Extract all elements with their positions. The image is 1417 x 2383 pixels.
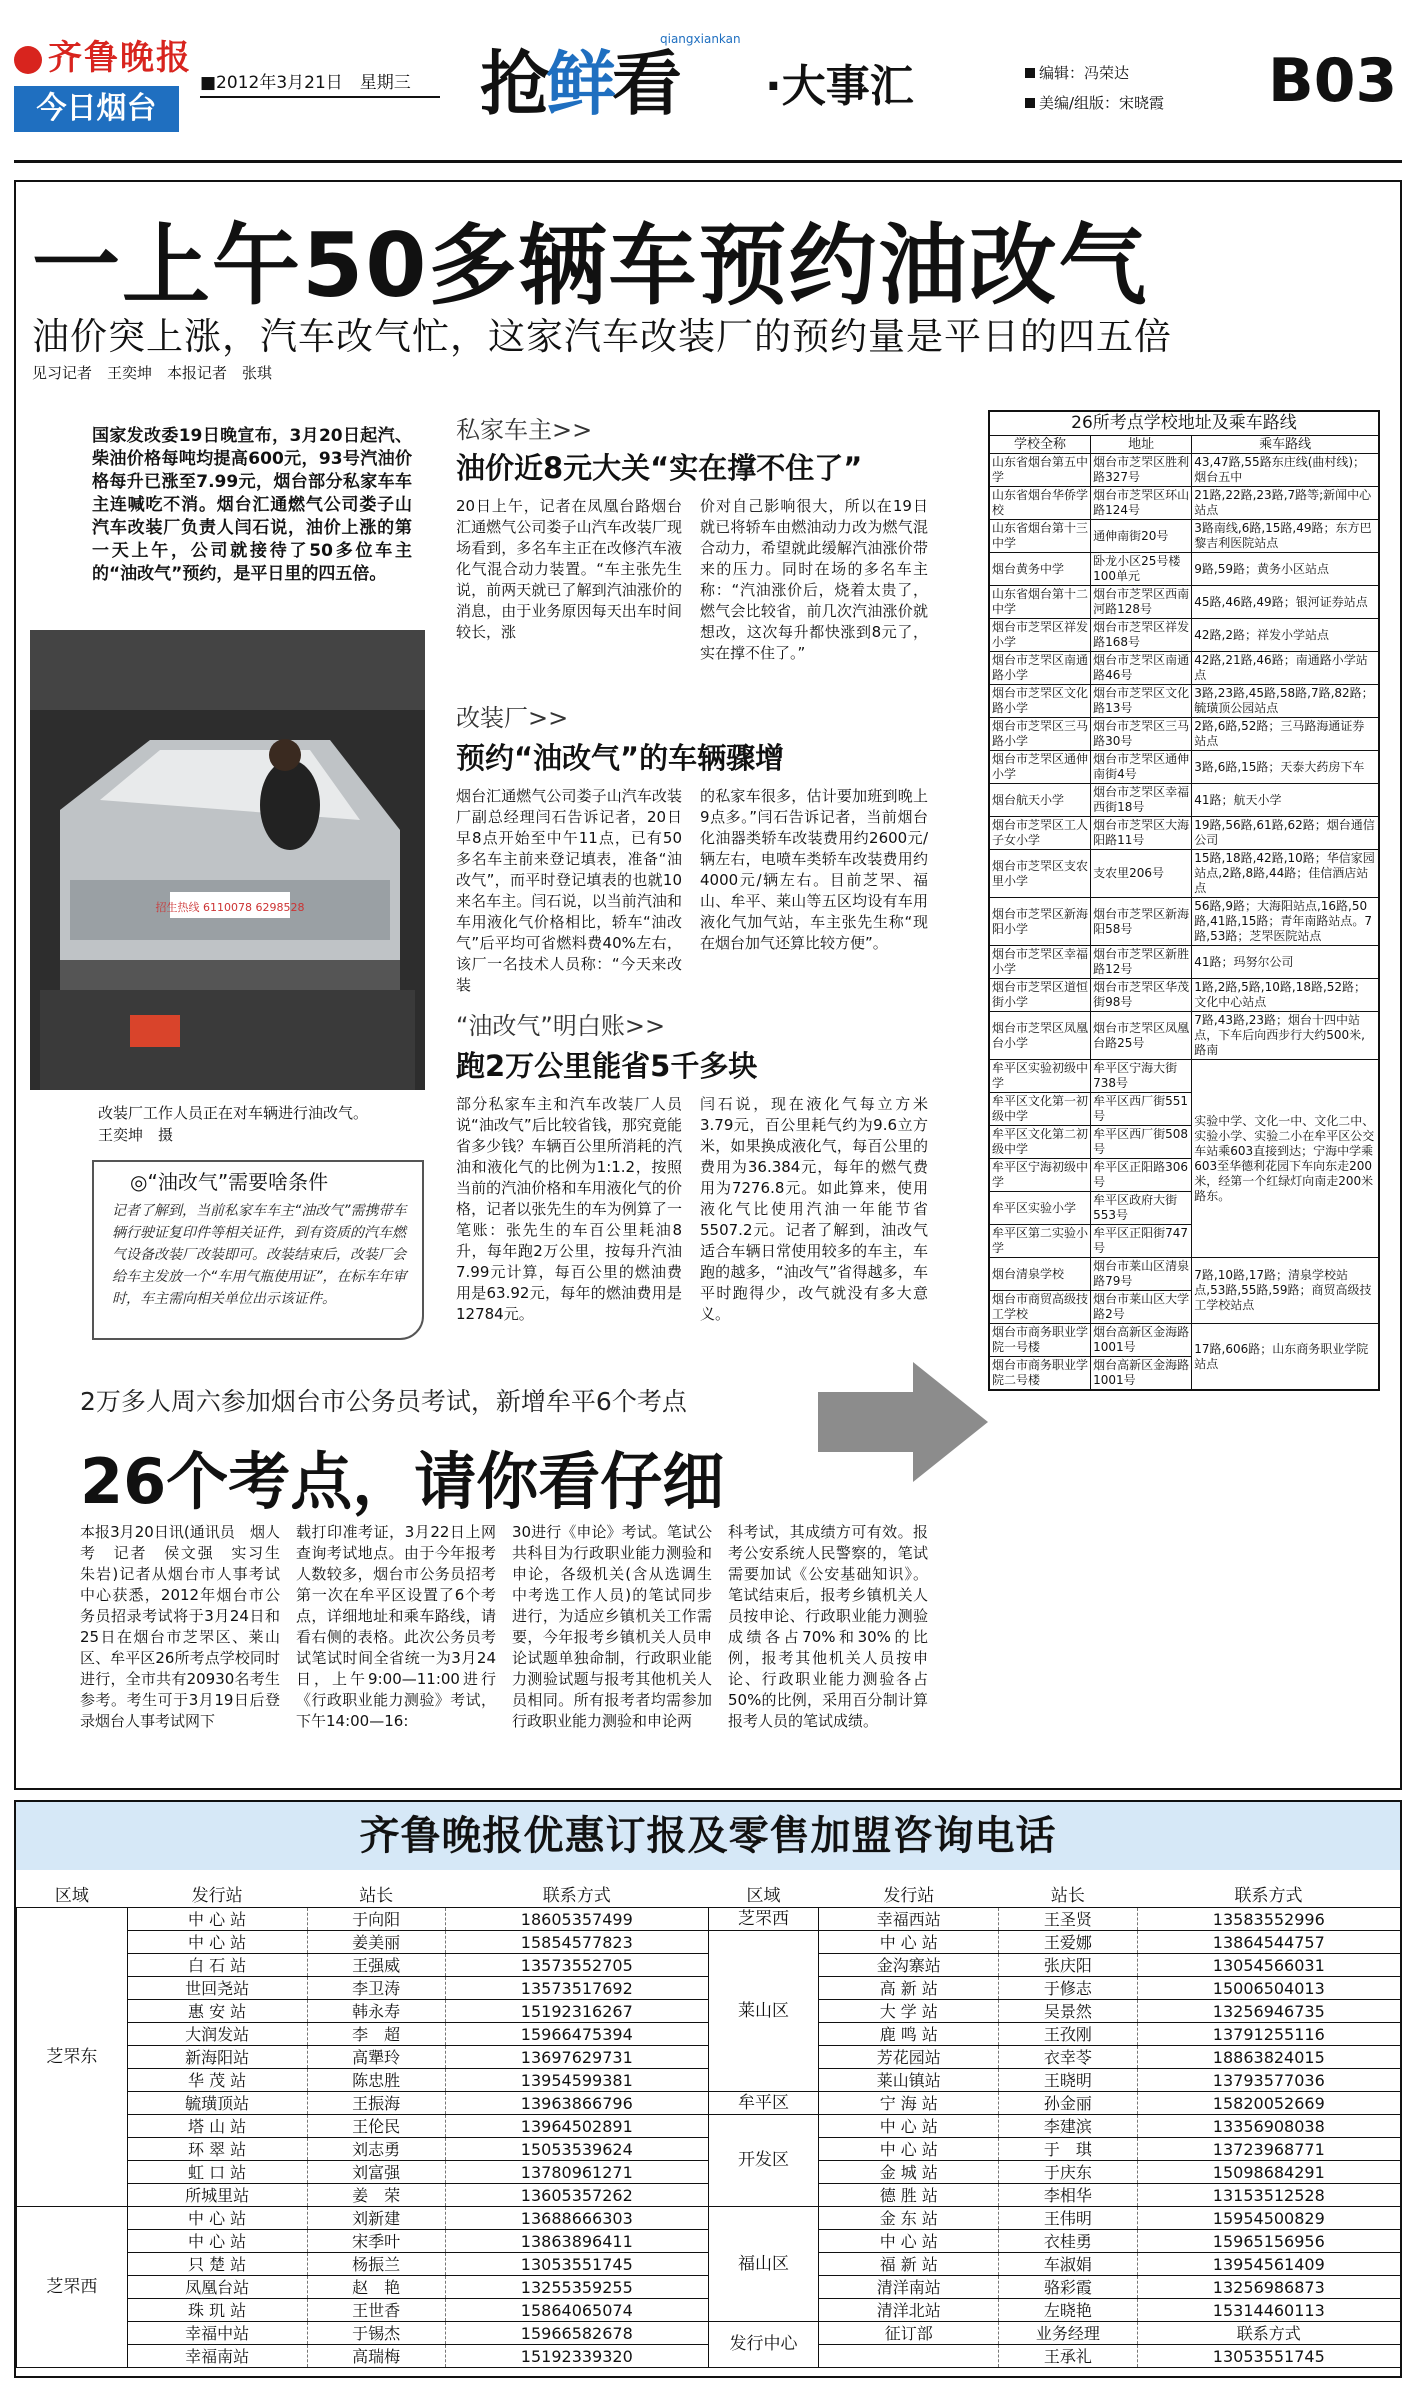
table-cell: 烟台市芝罘区胜利路327号 <box>1091 454 1192 487</box>
station-phone: 13256986873 <box>1137 2276 1400 2299</box>
table-cell: 牟平区文化第二初级中学 <box>990 1126 1091 1159</box>
station-phone: 13864544757 <box>1137 1931 1400 1954</box>
lead-paragraph: 国家发改委19日晚宣布，3月20日起汽、柴油价格每吨均提高600元，93号汽油价格每升已涨至7.99元，烟台部分私家车车主连喊吃不消。烟台汇通燃气公司娄子山汽车改装厂负责人闫石说，油价上涨的第一天上午，公司就接待了50多位车主的“油改气”预约，是平日里的四五倍。 <box>92 426 412 584</box>
contacts-header: 联系方式 <box>445 1880 708 1908</box>
editor-credits: 编辑：冯荣达 美编/组版：宋晓霞 <box>1025 58 1164 118</box>
station-manager: 业务经理 <box>999 2322 1137 2345</box>
station-phone: 18605357499 <box>445 1908 708 1931</box>
station-phone: 13153512528 <box>1137 2184 1400 2207</box>
news-photo <box>30 630 425 1090</box>
table-cell: 9路,59路；黄务小区站点 <box>1192 553 1379 586</box>
contacts-row <box>17 2092 1401 2115</box>
contacts-header: 区域 <box>17 1880 128 1908</box>
conditions-text: 记者了解到，当前私家车车主“油改气”需携带车辆行驶证复印件等相关证件，到有资质的汽车燃气设备改装厂改装即可。改装结束后，改装厂会给车主发放一个“车用气瓶使用证”，在标车年审时，车主需向相关单位出示该证件。 <box>112 1203 407 1307</box>
exam-col1: 本报3月20日讯(通讯员 烟人考 记者 侯文强 实习生 朱岩)记者从烟台市人事考试中心获悉，2012年烟台市公务员招录考试将于3月24日和25日在烟台市芝罘区、莱山区、牟平区26所考点学校同时进行，全市共有20930名考生参考。考生可于3月19日后登录烟台人事考试网下 <box>80 1523 296 1730</box>
table-row <box>990 751 1379 784</box>
photo-caption: 改装厂工作人员正在对车辆进行油改气。 王奕坤 摄 <box>98 1104 369 1144</box>
station-phone: 15966475394 <box>445 2023 708 2046</box>
table-title: 26所考点学校地址及乘车路线 <box>990 412 1379 436</box>
station-phone: 15820052669 <box>1137 2092 1400 2115</box>
masthead-rule <box>14 160 1402 163</box>
table-row <box>990 817 1379 850</box>
station-name: 珠 玑 站 <box>127 2299 307 2322</box>
contacts-row <box>17 2207 1401 2230</box>
station-phone: 13573517692 <box>445 1977 708 2000</box>
table-row <box>990 652 1379 685</box>
contacts-row <box>17 2115 1401 2138</box>
table-cell: 山东省烟台华侨学校 <box>990 487 1091 520</box>
table-row <box>990 898 1379 946</box>
station-manager: 孙金丽 <box>999 2092 1137 2115</box>
sec2-title: 预约“油改气”的车辆骤增 <box>456 741 785 775</box>
table-cell: 烟台市芝罘区凤凰台路25号 <box>1091 1012 1192 1060</box>
station-manager: 于锡杰 <box>307 2322 445 2345</box>
column-brand: 抢鲜看 <box>480 42 678 125</box>
table-cell: 牟平区宁海大街738号 <box>1091 1060 1192 1093</box>
contacts-area: 发行中心 <box>708 2322 819 2368</box>
table-cell: 42路,2路；祥发小学站点 <box>1192 619 1379 652</box>
station-name: 中 心 站 <box>127 2230 307 2253</box>
station-name: 莱山镇站 <box>819 2069 999 2092</box>
station-manager: 王晓明 <box>999 2069 1137 2092</box>
table-row <box>990 1324 1379 1357</box>
table-cell: 烟台市芝罘区通伸小学 <box>990 751 1091 784</box>
station-name: 中 心 站 <box>819 2138 999 2161</box>
table-cell: 41路；玛努尔公司 <box>1192 946 1379 979</box>
table-cell: 烟台高新区金海路1001号 <box>1091 1357 1192 1390</box>
station-name: 虹 口 站 <box>127 2161 307 2184</box>
station-manager: 王爱娜 <box>999 1931 1137 1954</box>
station-name: 幸福南站 <box>127 2345 307 2368</box>
table-cell: 烟台高新区金海路1001号 <box>1091 1324 1192 1357</box>
station-name: 惠 安 站 <box>127 2000 307 2023</box>
table-cell: 牟平区文化第一初级中学 <box>990 1093 1091 1126</box>
station-name: 中 心 站 <box>127 1908 307 1931</box>
table-cell: 烟台市芝罘区凤凰台小学 <box>990 1012 1091 1060</box>
contacts-area: 芝罘西 <box>708 1908 819 1931</box>
station-phone: 15864065074 <box>445 2299 708 2322</box>
table-row <box>990 784 1379 817</box>
table-cell: 烟台黄务中学 <box>990 553 1091 586</box>
table-cell: 通伸南街20号 <box>1091 520 1192 553</box>
table-cell: 烟台市芝罘区南通路46号 <box>1091 652 1192 685</box>
station-phone: 13573552705 <box>445 1954 708 1977</box>
station-manager: 骆彩霞 <box>999 2276 1137 2299</box>
station-manager: 高犟玲 <box>307 2046 445 2069</box>
table-cell: 牟平区实验初级中学 <box>990 1060 1091 1093</box>
station-phone: 13605357262 <box>445 2184 708 2207</box>
sec3-kicker: “油改气”明白账>> <box>456 1012 666 1040</box>
table-cell: 烟台市商贸高级技工学校 <box>990 1291 1091 1324</box>
station-name: 毓璜顶站 <box>127 2092 307 2115</box>
station-phone: 13954599381 <box>445 2069 708 2092</box>
table-cell: 41路；航天小学 <box>1192 784 1379 817</box>
station-name: 幸福中站 <box>127 2322 307 2345</box>
station-phone: 15314460113 <box>1137 2299 1400 2322</box>
station-name: 所城里站 <box>127 2184 307 2207</box>
table-cell: 烟台市芝罘区华茂街98号 <box>1091 979 1192 1012</box>
table-cell: 烟台市商务职业学院一号楼 <box>990 1324 1091 1357</box>
station-manager: 衣桂勇 <box>999 2230 1137 2253</box>
table-cell: 烟台市芝罘区新海阳58号 <box>1091 898 1192 946</box>
table-row <box>990 685 1379 718</box>
contacts-row <box>17 1931 1401 1954</box>
table-cell: 烟台市芝罘区道恒街小学 <box>990 979 1091 1012</box>
station-manager: 高瑞梅 <box>307 2345 445 2368</box>
table-cell: 牟平区实验小学 <box>990 1192 1091 1225</box>
table-row <box>990 619 1379 652</box>
station-manager: 王世香 <box>307 2299 445 2322</box>
sec1-title: 油价近8元大关“实在撑不住了” <box>456 451 863 485</box>
table-cell: 牟平区第二实验小学 <box>990 1225 1091 1258</box>
sec3-col1: 部分私家车主和汽车改装厂人员说“油改气”后比较省钱，那究竟能省多少钱？车辆百公里所消耗的汽油和液化气的比例为1:1.2，按照当前的汽油价格和车用液化气的价格，记者以张先生的车为例算了一笔账：张先生的车百公里耗油8升，每年跑2万公里，按每升汽油7.99元计算，每百公里的燃油费用是63.92元，每年的燃油费用是12784元。 <box>456 1095 682 1323</box>
table-cell: 3路南线,6路,15路,49路；东方巴黎吉利医院站点 <box>1192 520 1379 553</box>
station-manager: 王承礼 <box>999 2345 1137 2368</box>
station-phone: 18863824015 <box>1137 2046 1400 2069</box>
table-row <box>990 718 1379 751</box>
station-manager: 陈忠胜 <box>307 2069 445 2092</box>
station-name: 白 石 站 <box>127 1954 307 1977</box>
station-phone: 13256946735 <box>1137 2000 1400 2023</box>
table-cell: 烟台市芝罘区支农里小学 <box>990 850 1091 898</box>
station-manager: 衣幸苓 <box>999 2046 1137 2069</box>
table-cell: 烟台市芝罘区幸福小学 <box>990 946 1091 979</box>
table-cell: 45路,46路,49路；银河证券站点 <box>1192 586 1379 619</box>
station-manager: 王孜刚 <box>999 2023 1137 2046</box>
table-header: 学校全称 <box>990 436 1091 454</box>
station-name: 德 胜 站 <box>819 2184 999 2207</box>
table-cell: 42路,21路,46路；南通路小学站点 <box>1192 652 1379 685</box>
table-cell: 烟台市芝罘区祥发路168号 <box>1091 619 1192 652</box>
station-manager: 王伟明 <box>999 2207 1137 2230</box>
table-cell: 烟台市商务职业学院二号楼 <box>990 1357 1091 1390</box>
station-phone: 15966582678 <box>445 2322 708 2345</box>
contacts-area: 开发区 <box>708 2115 819 2207</box>
table-cell: 烟台市芝罘区大海阳路11号 <box>1091 817 1192 850</box>
station-manager: 宋季叶 <box>307 2230 445 2253</box>
table-cell: 烟台清泉学校 <box>990 1258 1091 1291</box>
station-manager: 李相华 <box>999 2184 1137 2207</box>
station-manager: 王振海 <box>307 2092 445 2115</box>
station-manager: 于向阳 <box>307 1908 445 1931</box>
station-phone: 13697629731 <box>445 2046 708 2069</box>
station-name: 宁 海 站 <box>819 2092 999 2115</box>
station-phone: 13963866796 <box>445 2092 708 2115</box>
station-phone: 13964502891 <box>445 2115 708 2138</box>
station-name: 只 楚 站 <box>127 2253 307 2276</box>
station-phone: 13053551745 <box>445 2253 708 2276</box>
station-name: 清洋南站 <box>819 2276 999 2299</box>
station-name: 中 心 站 <box>819 2115 999 2138</box>
contacts-title: 齐鲁晚报优惠订报及零售加盟咨询电话 <box>16 1802 1400 1870</box>
station-manager: 李建滨 <box>999 2115 1137 2138</box>
station-manager: 左晓艳 <box>999 2299 1137 2322</box>
exam-col3: 30进行《申论》考试。笔试公共科目为行政职业能力测验和申论，各级机关(含从选调生中考选工作人员)的笔试同步进行，为适应乡镇机关工作需要，今年报考乡镇机关人员申论试题单独命制，行政职业能力测验试题与报考其他机关人员相同。所有报考者均需参加行政职业能力测验和申论两 <box>512 1523 712 1730</box>
station-phone: 13356908038 <box>1137 2115 1400 2138</box>
station-name: 幸福西站 <box>819 1908 999 1931</box>
headline: 一上午50多辆车预约油改气 <box>32 214 1149 317</box>
table-header: 地址 <box>1091 436 1192 454</box>
table-row <box>990 586 1379 619</box>
table-cell: 烟台市芝罘区新胜路12号 <box>1091 946 1192 979</box>
table-row <box>990 946 1379 979</box>
station-name: 中 心 站 <box>127 1931 307 1954</box>
table-cell: 烟台市莱山区大学路2号 <box>1091 1291 1192 1324</box>
bullet-icon: ◎ <box>130 1170 148 1194</box>
station-name: 芳花园站 <box>819 2046 999 2069</box>
station-phone: 15098684291 <box>1137 2161 1400 2184</box>
brand-name: 齐鲁晚报 <box>48 38 192 78</box>
table-cell: 烟台市芝罘区三马路小学 <box>990 718 1091 751</box>
svg-text:招生热线 6110078 6298528: 招生热线 6110078 6298528 <box>155 901 305 914</box>
station-phone: 13255359255 <box>445 2276 708 2299</box>
table-cell: 烟台航天小学 <box>990 784 1091 817</box>
table-cell: 烟台市芝罘区通伸南街4号 <box>1091 751 1192 784</box>
station-name: 征订部 <box>819 2322 999 2345</box>
station-phone: 13793577036 <box>1137 2069 1400 2092</box>
station-manager: 车淑娟 <box>999 2253 1137 2276</box>
station-name: 塔 山 站 <box>127 2115 307 2138</box>
table-row <box>990 850 1379 898</box>
station-manager: 杨振兰 <box>307 2253 445 2276</box>
station-phone: 13780961271 <box>445 2161 708 2184</box>
table-row <box>990 454 1379 487</box>
table-cell: 7路,43路,23路；烟台十四中站点，下车后向西步行大约500米,路南 <box>1192 1012 1379 1060</box>
station-name: 大 学 站 <box>819 2000 999 2023</box>
contacts-header: 区域 <box>708 1880 819 1908</box>
table-row <box>990 553 1379 586</box>
edition-badge: 今日烟台 <box>14 86 179 132</box>
station-name: 金 城 站 <box>819 2161 999 2184</box>
contacts-area: 莱山区 <box>708 1931 819 2092</box>
table-cell: 牟平区西厂街508号 <box>1091 1126 1192 1159</box>
exam-col4: 科考试，其成绩方可有效。报考公安系统人民警察的，笔试需要加试《公安基础知识》。笔试结束后，报考乡镇机关人员按申论、行政职业能力测验成绩各占70%和30%的比例，报考其他机关人员按申论、行政职业能力测验各占50%的比例，采用百分制计算报考人员的笔试成绩。 <box>728 1523 928 1730</box>
table-cell: 牟平区正阳路306号 <box>1091 1159 1192 1192</box>
sec2-col1: 烟台汇通燃气公司娄子山汽车改装厂副总经理闫石告诉记者，20日早8点开始至中午11点，已有50多名车主前来登记填表，准备“油改气”，而平时登记填表的也就10来名车主。闫石说，以当前汽油和车用液化气价格相比，轿车“油改气”后平均可省燃料费40%左右，该厂一名技术人员称：“今天来改装 <box>456 787 682 994</box>
byline: 见习记者 王奕坤 本报记者 张琪 <box>32 364 273 382</box>
table-header: 乘车路线 <box>1192 436 1379 454</box>
contacts-row <box>17 2322 1401 2345</box>
station-manager: 王圣贤 <box>999 1908 1137 1931</box>
issue-date: ■2012年3月21日 星期三 <box>200 73 411 93</box>
table-cell: 山东省烟台第十三中学 <box>990 520 1091 553</box>
exam-col2: 载打印准考证，3月22日上网查询考试地点。由于今年报考人数较多，烟台市公务员招考第一次在牟平区设置了6个考点，详细地址和乘车路线，请看右侧的表格。此次公务员考试笔试时间全省统一为3月24日，上午9:00—11:00进行《行政职业能力测验》考试，下午14:00—16: <box>296 1523 496 1730</box>
station-name: 世回尧站 <box>127 1977 307 2000</box>
station-phone: 15053539624 <box>445 2138 708 2161</box>
station-name: 大润发站 <box>127 2023 307 2046</box>
exam-site-table <box>988 410 1380 1391</box>
table-cell: 17路,606路；山东商务职业学院站点 <box>1192 1324 1379 1390</box>
table-cell: 烟台市芝罘区南通路小学 <box>990 652 1091 685</box>
sec1-kicker: 私家车主>> <box>456 416 593 444</box>
table-row <box>990 1258 1379 1291</box>
table-cell: 烟台市芝罘区三马路30号 <box>1091 718 1192 751</box>
table-cell: 1路,2路,5路,10路,18路,52路；文化中心站点 <box>1192 979 1379 1012</box>
exam-subhead: 2万多人周六参加烟台市公务员考试，新增牟平6个考点 <box>80 1387 687 1416</box>
header-rule <box>200 96 440 98</box>
table-cell: 15路,18路,42路,10路；华信家园站点,2路,8路,44路；佳信酒店站点 <box>1192 850 1379 898</box>
station-manager: 刘富强 <box>307 2161 445 2184</box>
table-row <box>990 1060 1379 1093</box>
table-cell: 烟台市莱山区清泉路79号 <box>1091 1258 1192 1291</box>
station-phone: 15192339320 <box>445 2345 708 2368</box>
table-cell: 43,47路,55路东庄线(曲村线)；烟台五中 <box>1192 454 1379 487</box>
station-phone: 15954500829 <box>1137 2207 1400 2230</box>
sec1-col1: 20日上午，记者在凤凰台路烟台汇通燃气公司娄子山汽车改装厂现场看到，多名车主正在改修汽车液化气混合动力装置。“车主张先生说，前两天就已了解到汽油涨价的消息，由于业务原因每天出车时间较长，涨 <box>456 497 682 641</box>
table-row <box>990 979 1379 1012</box>
table-cell: 卧龙小区25号楼100单元 <box>1091 553 1192 586</box>
table-cell: 牟平区政府大街553号 <box>1091 1192 1192 1225</box>
station-manager: 刘志勇 <box>307 2138 445 2161</box>
station-phone: 15192316267 <box>445 2000 708 2023</box>
table-cell: 烟台市芝罘区文化路13号 <box>1091 685 1192 718</box>
contacts-area: 福山区 <box>708 2207 819 2322</box>
exam-headline: 26个考点，请你看仔细 <box>80 1445 725 1518</box>
page-number: B03 <box>1268 46 1398 116</box>
station-name: 环 翠 站 <box>127 2138 307 2161</box>
station-name: 新海阳站 <box>127 2046 307 2069</box>
section-title: ·大事汇 <box>765 61 914 112</box>
table-cell: 山东省烟台第十二中学 <box>990 586 1091 619</box>
sec2-kicker: 改装厂>> <box>456 704 569 732</box>
contacts-table <box>16 1880 1400 2368</box>
station-phone: 联系方式 <box>1137 2322 1400 2345</box>
contacts-area: 芝罘西 <box>17 2207 128 2368</box>
table-cell: 牟平区宁海初级中学 <box>990 1159 1091 1192</box>
station-name: 鹿 鸣 站 <box>819 2023 999 2046</box>
station-name: 中 心 站 <box>819 2230 999 2253</box>
station-manager: 王强威 <box>307 1954 445 1977</box>
station-phone: 13863896411 <box>445 2230 708 2253</box>
table-row <box>990 520 1379 553</box>
contacts-header: 发行站 <box>819 1880 999 1908</box>
table-cell: 山东省烟台第五中学 <box>990 454 1091 487</box>
station-phone: 13583552996 <box>1137 1908 1400 1931</box>
station-manager: 于 琪 <box>999 2138 1137 2161</box>
station-name: 福 新 站 <box>819 2253 999 2276</box>
station-name: 金沟寨站 <box>819 1954 999 1977</box>
table-cell: 烟台市芝罘区新海阳小学 <box>990 898 1091 946</box>
station-manager: 王伦民 <box>307 2115 445 2138</box>
table-cell: 烟台市芝罘区文化路小学 <box>990 685 1091 718</box>
sec3-col2: 闫石说，现在液化气每立方米3.79元，百公里耗气约为9.6立方米，如果换成液化气，每百公里的费用为36.384元，每年的燃气费用为7276.8元。如此算来，使用液化气比使用汽油一年能节省5507.2元。记者了解到，油改气适合车辆日常使用较多的车主，车跑的越多，“油改气”省得越多，车平时跑得少，改气就没有多大意义。 <box>700 1095 928 1323</box>
station-name: 中 心 站 <box>819 1931 999 1954</box>
contacts-header: 站长 <box>307 1880 445 1908</box>
station-name: 金 东 站 <box>819 2207 999 2230</box>
station-manager: 赵 艳 <box>307 2276 445 2299</box>
contacts-header: 联系方式 <box>1137 1880 1400 1908</box>
station-manager: 张庆阳 <box>999 1954 1137 1977</box>
station-manager: 于修志 <box>999 1977 1137 2000</box>
sec1-col2: 价对自己影响很大，所以在19日就已将轿车由燃油动力改为燃气混合动力，希望就此缓解汽油涨价带来的压力。同时在场的多名车主称：“汽油涨价后，烧着太贵了，燃气会比较省，前几次汽油涨价就想改，这次每升都快涨到8元了，实在撑不住了。” <box>700 497 928 662</box>
station-phone: 13054566031 <box>1137 1954 1400 1977</box>
sec2-col2: 的私家车很多，估计要加班到晚上9点多。”闫石告诉记者，当前烟台化油器类轿车改装费用约2600元/辆左右，电喷车类轿车改装费用约4000元/辆左右。目前芝罘、福山、牟平、莱山等五区均设有车用液化气加气站，车主张先生称“现在烟台加气还算比较方便”。 <box>700 787 928 952</box>
station-phone: 15006504013 <box>1137 1977 1400 2000</box>
table-cell: 3路,23路,45路,58路,7路,82路；毓璜顶公园站点 <box>1192 685 1379 718</box>
station-name: 中 心 站 <box>127 2207 307 2230</box>
station-manager: 姜美丽 <box>307 1931 445 1954</box>
station-manager: 于庆东 <box>999 2161 1137 2184</box>
sec3-title: 跑2万公里能省5千多块 <box>456 1049 758 1083</box>
station-phone: 13791255116 <box>1137 2023 1400 2046</box>
station-manager: 刘新建 <box>307 2207 445 2230</box>
table-cell: 烟台市芝罘区祥发小学 <box>990 619 1091 652</box>
table-cell: 支农里206号 <box>1091 850 1192 898</box>
table-cell: 烟台市芝罘区幸福西街18号 <box>1091 784 1192 817</box>
station-phone: 15965156956 <box>1137 2230 1400 2253</box>
arrow-right-icon <box>818 1362 988 1482</box>
station-name <box>819 2345 999 2368</box>
car-repair-photo-icon <box>30 630 425 1090</box>
column-pinyin: qiangxiankan <box>660 32 741 46</box>
station-phone: 15854577823 <box>445 1931 708 1954</box>
contacts-header: 发行站 <box>127 1880 307 1908</box>
station-manager: 姜 荣 <box>307 2184 445 2207</box>
table-row <box>990 1012 1379 1060</box>
station-manager: 李卫涛 <box>307 1977 445 2000</box>
table-cell: 19路,56路,61路,62路；烟台通信公司 <box>1192 817 1379 850</box>
newspaper-logo <box>14 30 192 79</box>
station-manager: 吴景然 <box>999 2000 1137 2023</box>
station-phone: 13053551745 <box>1137 2345 1400 2368</box>
contacts-area: 芝罘东 <box>17 1908 128 2207</box>
table-cell: 21路,22路,23路,7路等;新闻中心站点 <box>1192 487 1379 520</box>
table-cell: 3路,6路,15路；天泰大药房下车 <box>1192 751 1379 784</box>
table-cell: 牟平区西厂街551号 <box>1091 1093 1192 1126</box>
station-phone: 13688666303 <box>445 2207 708 2230</box>
station-manager: 李 超 <box>307 2023 445 2046</box>
station-name: 高 新 站 <box>819 1977 999 2000</box>
contacts-row <box>17 1908 1401 1931</box>
subheadline: 油价突上涨，汽车改气忙，这家汽车改装厂的预约量是平日的四五倍 <box>32 315 1172 358</box>
table-cell: 7路,10路,17路；清泉学校站点,53路,55路,59路；商贸高级技工学校站点 <box>1192 1258 1379 1324</box>
sun-logo-icon <box>14 46 42 74</box>
table-cell: 烟台市芝罘区环山路124号 <box>1091 487 1192 520</box>
conditions-title: ◎“油改气”需要啥条件 <box>130 1170 329 1194</box>
station-manager: 韩永寿 <box>307 2000 445 2023</box>
station-name: 华 茂 站 <box>127 2069 307 2092</box>
table-cell: 牟平区正阳街747号 <box>1091 1225 1192 1258</box>
contacts-area: 牟平区 <box>708 2092 819 2115</box>
station-phone: 13723968771 <box>1137 2138 1400 2161</box>
station-phone: 13954561409 <box>1137 2253 1400 2276</box>
table-cell: 烟台市芝罘区工人子女小学 <box>990 817 1091 850</box>
station-name: 清洋北站 <box>819 2299 999 2322</box>
muping-route: 实验中学、文化一中、文化二中、实验小学、实验二小在牟平区公交车站乘603直接到达；宁海中学乘603至华德利花园下车向东走200米，经第一个红绿灯向南走200米路东。 <box>1192 1060 1379 1258</box>
table-cell: 2路,6路,52路；三马路海通证券站点 <box>1192 718 1379 751</box>
table-row <box>990 487 1379 520</box>
table-cell: 烟台市芝罘区西南河路128号 <box>1091 586 1192 619</box>
table-cell: 56路,9路；大海阳站点,16路,50路,41路,15路；青年南路站点。7路,53路；芝罘医院站点 <box>1192 898 1379 946</box>
station-name: 凤凰台站 <box>127 2276 307 2299</box>
contacts-header: 站长 <box>999 1880 1137 1908</box>
